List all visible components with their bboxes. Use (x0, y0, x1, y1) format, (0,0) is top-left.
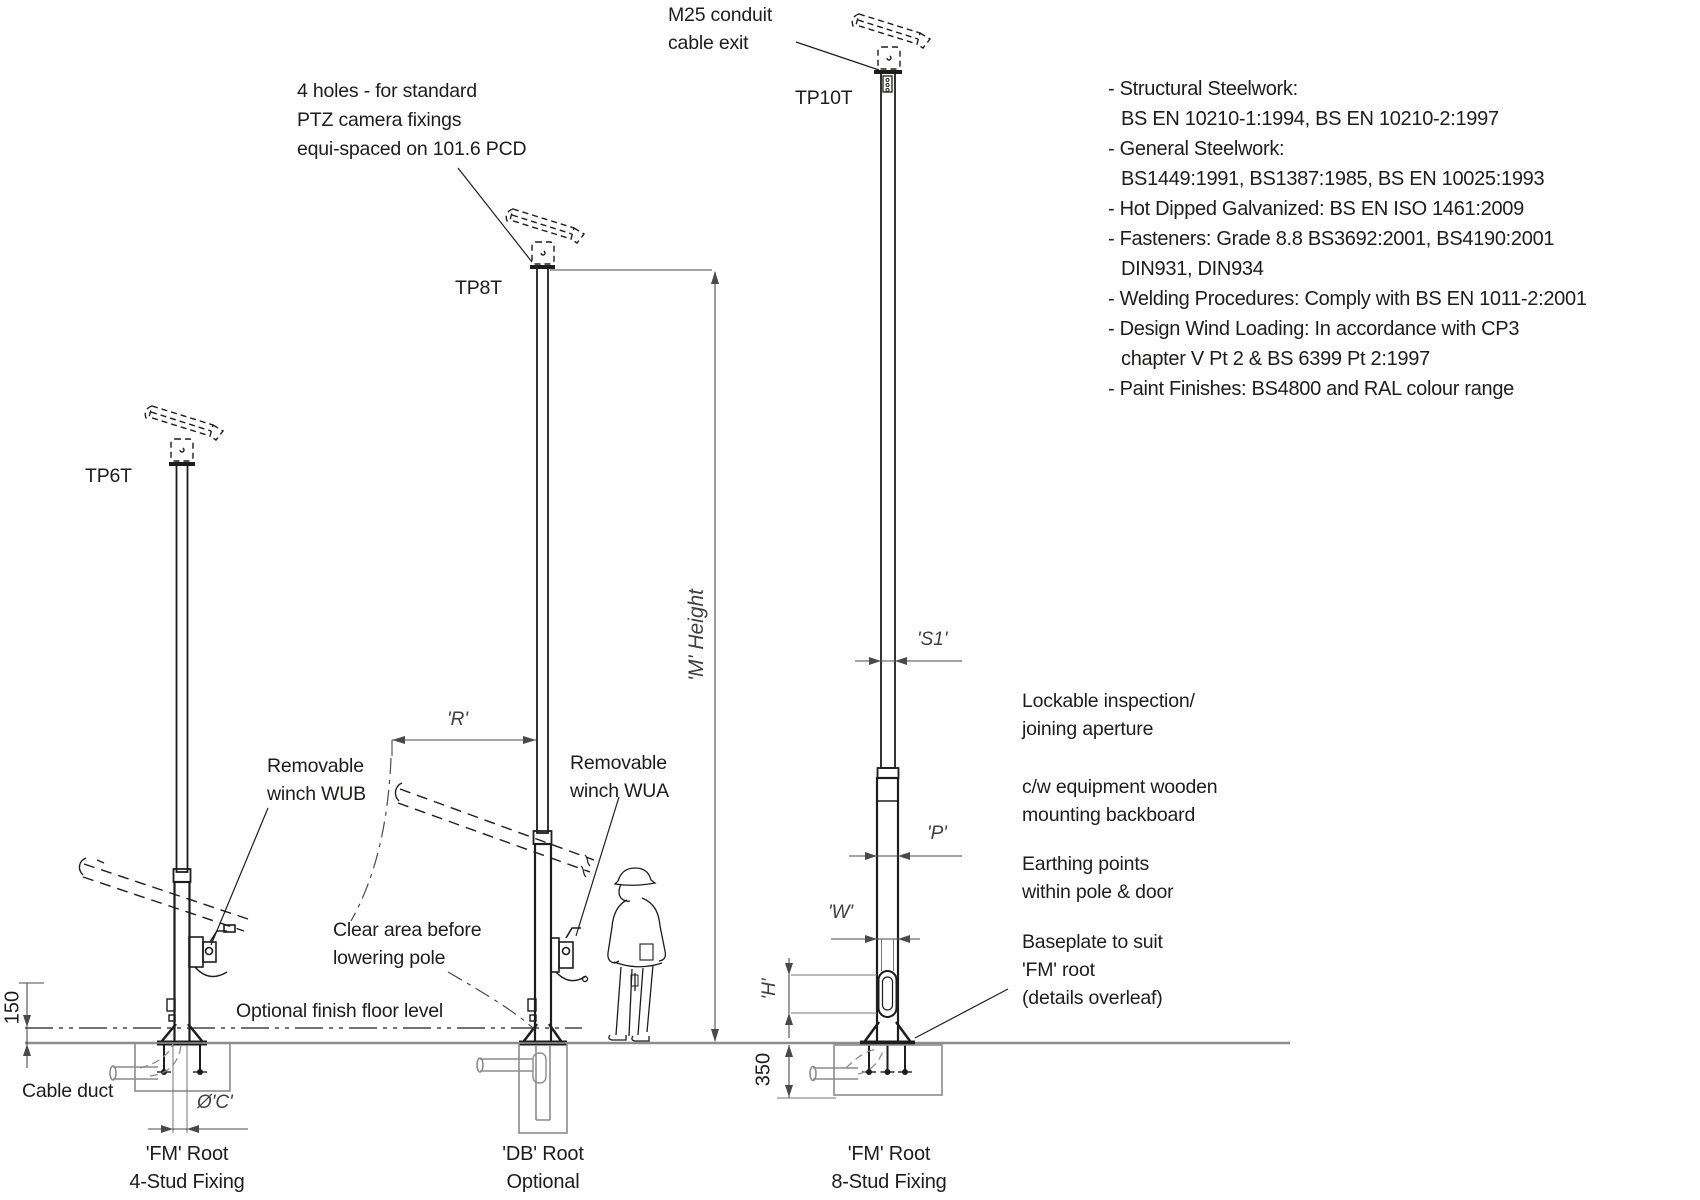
spec-line-2: BS EN 10210-1:1994, BS EN 10210-2:1997 (1121, 108, 1499, 130)
clear-area-arc (351, 758, 534, 1029)
label-baseplate-line1: Baseplate to suit (1022, 931, 1163, 953)
dim-w (831, 935, 920, 971)
dim-s1 (855, 657, 962, 665)
dim-label-h: 'H' (759, 978, 780, 1000)
dim-label-p: 'P' (927, 823, 947, 844)
label-finish-floor: Optional finish floor level (236, 1000, 444, 1022)
dim-root-diameter (148, 1125, 248, 1133)
tp8t-camera (506, 209, 584, 264)
label-winch-wua-line2: winch WUA (570, 780, 669, 802)
spec-line-8: - Welding Procedures: Comply with BS EN 1011-2:2001 (1108, 288, 1587, 310)
label-winch-wub-line1: Removable (267, 755, 364, 777)
label-cable-duct: Cable duct (22, 1080, 114, 1102)
tp8t-winch-leader (576, 797, 619, 936)
spec-line-11: - Paint Finishes: BS4800 and RAL colour range (1108, 378, 1515, 400)
label-ptz-line3: equi-spaced on 101.6 PCD (297, 138, 527, 160)
tp8t-winch (551, 928, 588, 982)
label-inspection-line1: Lockable inspection/ (1022, 690, 1195, 712)
caption-fm4-line1: 'FM' Root (145, 1143, 229, 1165)
spec-line-6: - Fasteners: Grade 8.8 BS3692:2001, BS4190:2001 (1108, 228, 1555, 250)
label-ptz-line1: 4 holes - for standard (297, 80, 477, 102)
dim-p (849, 852, 962, 860)
spec-line-4: BS1449:1991, BS1387:1985, BS EN 10025:1993 (1121, 168, 1545, 190)
caption-fm8-line1: 'FM' Root (847, 1143, 931, 1165)
dim-label-s1: 'S1' (917, 629, 948, 650)
caption-fm8-line2: 8-Stud Fixing (831, 1171, 947, 1193)
spec-line-7: DIN931, DIN934 (1121, 258, 1264, 280)
label-backboard-line1: c/w equipment wooden (1022, 776, 1218, 798)
spec-line-1: - Structural Steelwork: (1108, 78, 1298, 100)
label-pole-tp8t: TP8T (455, 277, 502, 299)
tp6t-winch-leader (211, 808, 268, 945)
tp6t-foundation (110, 1043, 230, 1133)
label-earthing-line1: Earthing points (1022, 853, 1150, 875)
label-baseplate-line2: 'FM' root (1022, 959, 1095, 981)
tp8t-db-foundation (477, 1043, 567, 1133)
tp6t-lowered-pole-dashed (79, 858, 248, 931)
label-ptz-line2: PTZ camera fixings (297, 109, 462, 131)
tp10t-foundation (810, 1045, 942, 1095)
person-figure (608, 868, 666, 1041)
caption-db-line2: Optional (506, 1171, 580, 1193)
spec-line-5: - Hot Dipped Galvanized: BS EN ISO 1461:2009 (1108, 198, 1524, 220)
caption-fm4-line2: 4-Stud Fixing (129, 1171, 245, 1193)
label-m25-line1: M25 conduit (668, 4, 773, 26)
spec-line-10: chapter V Pt 2 & BS 6399 Pt 2:1997 (1121, 348, 1430, 370)
label-inspection-line2: joining aperture (1022, 718, 1154, 740)
dim-label-root-dia: Ø'C' (197, 1092, 233, 1113)
label-backboard-line2: mounting backboard (1022, 804, 1196, 826)
tp8t-lowered-pole-dashed (395, 783, 594, 877)
caption-db-line1: 'DB' Root (502, 1143, 584, 1165)
dim-label-150: 150 (1, 990, 24, 1025)
label-pole-tp10t: TP10T (795, 87, 853, 109)
dim-label-w: 'W' (828, 902, 854, 923)
pole-tp6t (157, 464, 207, 1075)
label-clear-area-line2: lowering pole (333, 947, 446, 969)
tp6t-camera (145, 406, 223, 461)
pole-tp8t (519, 267, 567, 1043)
pole-tp10t (860, 72, 915, 1075)
label-winch-wua-line1: Removable (570, 752, 667, 774)
leader-lines (458, 42, 1008, 1038)
tp10t-camera (852, 14, 930, 69)
label-clear-area-line1: Clear area before (333, 919, 482, 941)
dim-label-r: 'R' (447, 709, 468, 730)
label-baseplate-line3: (details overleaf) (1022, 987, 1163, 1009)
label-pole-tp6t: TP6T (85, 465, 132, 487)
tp6t-winch (189, 925, 235, 976)
dim-350 (777, 1045, 836, 1098)
label-m25-line2: cable exit (668, 32, 749, 54)
spec-line-9: - Design Wind Loading: In accordance with CP3 (1108, 318, 1520, 340)
label-winch-wub-line2: winch WUB (267, 783, 366, 805)
dim-label-350: 350 (752, 1052, 775, 1087)
label-earthing-line2: within pole & door (1022, 881, 1174, 903)
dim-label-m-height: 'M' Height (685, 588, 708, 682)
spec-line-3: - General Steelwork: (1108, 138, 1285, 160)
dim-h (785, 958, 877, 1038)
dim-r (392, 736, 536, 756)
